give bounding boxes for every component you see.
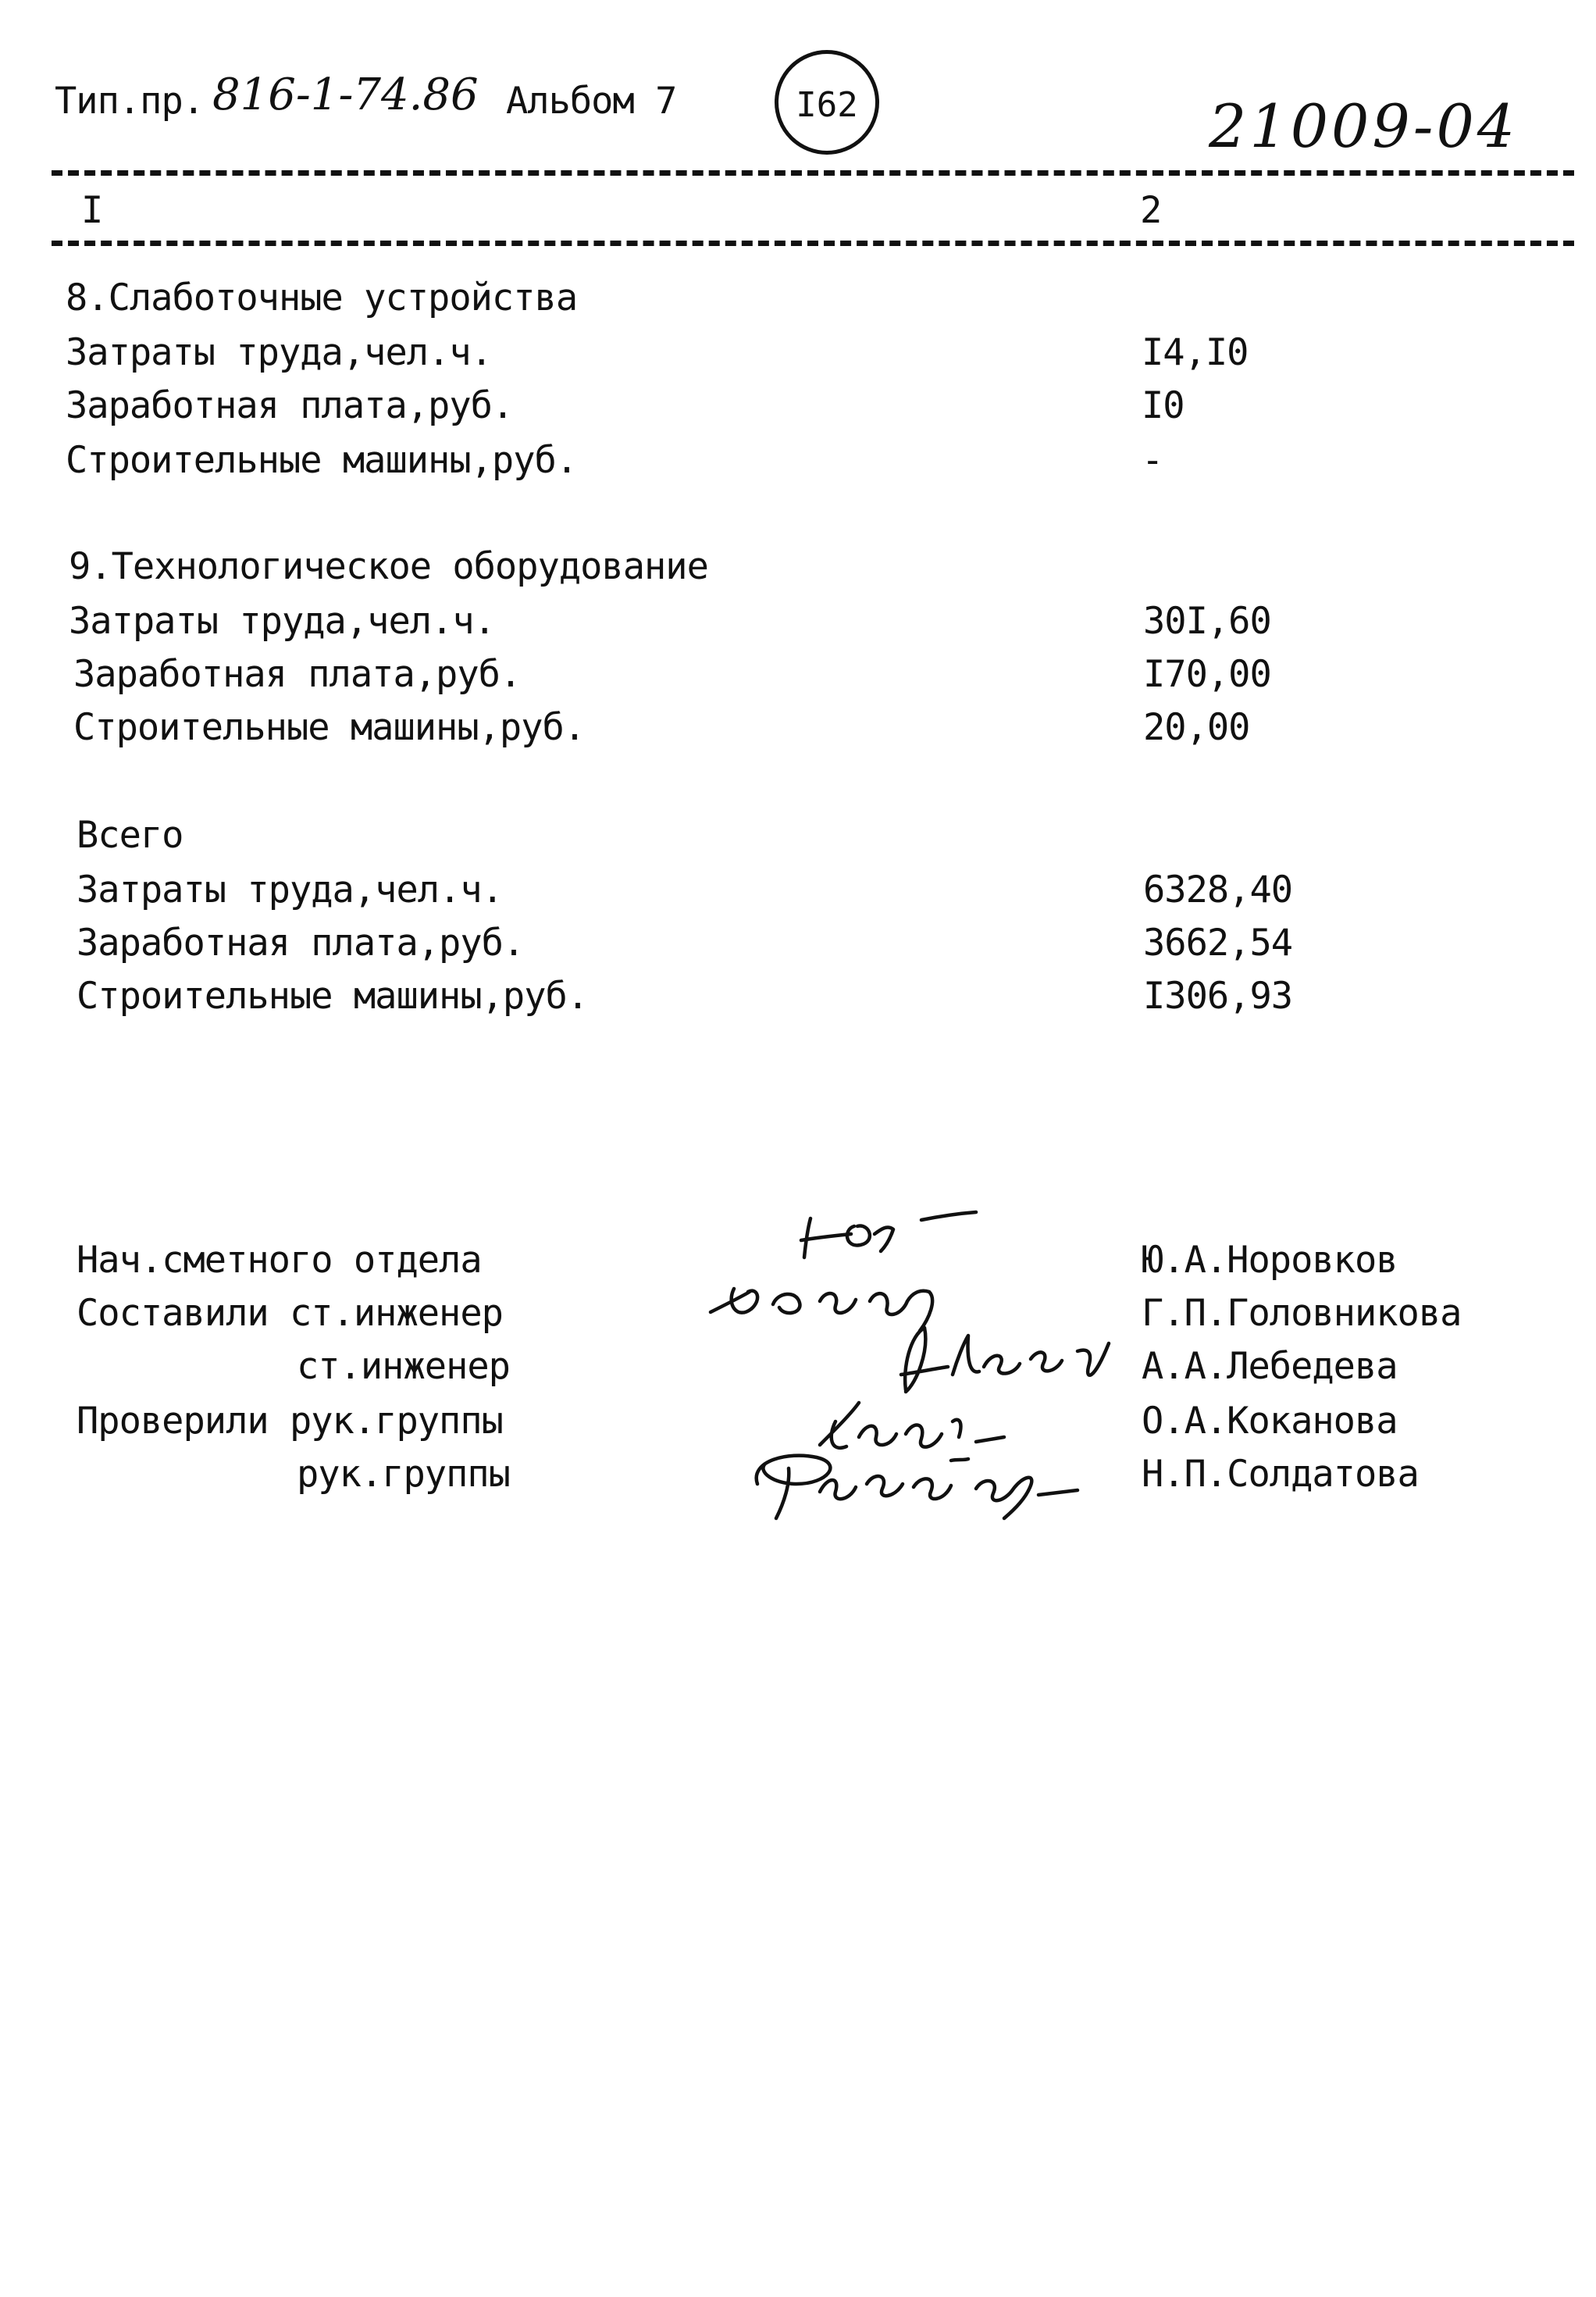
column-2-header: 2 <box>1140 189 1162 232</box>
row-label: Строительные машины,руб. <box>66 439 578 482</box>
signatory-name: Н.П.Солдатова <box>1142 1453 1419 1496</box>
row-value: - <box>1142 439 1163 482</box>
row-value: 3662,54 <box>1143 922 1293 965</box>
signature-soldatova <box>742 1437 1101 1523</box>
row-value: 20,00 <box>1143 706 1250 749</box>
row-label: Затраты труда,чел.ч. <box>69 600 495 643</box>
page-number: I62 <box>796 85 858 125</box>
row-label: Заработная плата,руб. <box>66 384 514 427</box>
signatory-role: Составили ст.инженер <box>77 1292 503 1335</box>
row-value: I0 <box>1142 384 1185 427</box>
top-divider <box>52 170 1574 176</box>
row-value: I306,93 <box>1143 975 1293 1018</box>
row-value: I4,I0 <box>1142 331 1249 374</box>
row-label: Строительные машины,руб. <box>77 975 589 1018</box>
row-label: Затраты труда,чел.ч. <box>77 869 503 911</box>
section-title: Всего <box>77 814 183 857</box>
row-value: I70,00 <box>1143 653 1271 696</box>
row-value: 6328,40 <box>1143 869 1293 911</box>
column-1-header: I <box>81 189 103 232</box>
album-label: Альбом 7 <box>506 80 677 123</box>
row-value: 30I,60 <box>1143 600 1271 643</box>
signature-norovkov <box>789 1203 992 1265</box>
page-number-circle <box>775 50 879 155</box>
row-label: Заработная плата,руб. <box>73 653 522 696</box>
document-code: 21009-04 <box>1209 91 1519 161</box>
section-title: 8.Слаботочные устройства <box>66 276 578 319</box>
row-label: Строительные машины,руб. <box>73 706 586 749</box>
signatory-role: ст.инженер <box>297 1345 510 1388</box>
series-prefix: Тип.пр. <box>55 80 205 123</box>
signatory-name: Ю.А.Норовков <box>1142 1239 1398 1282</box>
signatory-name: А.А.Лебедева <box>1142 1345 1398 1388</box>
section-title: 9.Технологическое оборудование <box>69 545 708 588</box>
signatory-role: Проверили рук.группы <box>77 1400 503 1443</box>
column-header-divider <box>52 241 1574 246</box>
signatory-name: Г.П.Головникова <box>1142 1292 1462 1335</box>
row-label: Затраты труда,чел.ч. <box>66 331 492 374</box>
row-label: Заработная плата,руб. <box>77 922 525 965</box>
signatory-name: О.А.Коканова <box>1142 1400 1398 1443</box>
series-number: 816-1-74.86 <box>212 70 479 120</box>
signatory-role: Нач.сметного отдела <box>77 1239 482 1282</box>
signature-lebedeva <box>882 1320 1132 1398</box>
signatory-role: рук.группы <box>297 1453 510 1496</box>
